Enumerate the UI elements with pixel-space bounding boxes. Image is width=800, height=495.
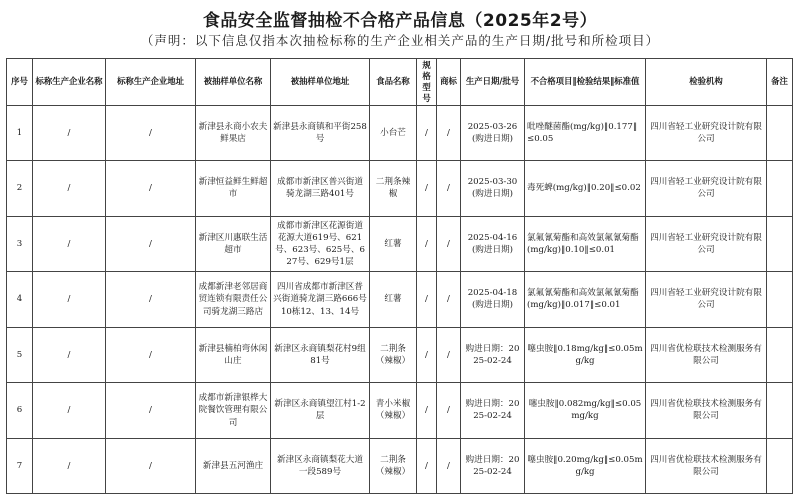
cell-sampled-unit: 新津恒益鲜生鲜超市 [196, 161, 271, 217]
page-title: 食品安全监督抽检不合格产品信息（2025年2号） [202, 11, 598, 31]
cell-producer-name: / [33, 105, 106, 161]
cell-index: 6 [7, 383, 33, 439]
cell-failed-item: 氯氟氰菊酯和高效氯氟氰菊酯(mg/kg)‖0.10‖≤0.01 [525, 216, 646, 272]
header-cell: 不合格项目‖检验结果‖标准值 [525, 59, 646, 106]
cell-agency: 四川省轻工业研究设计院有限公司 [646, 105, 767, 161]
cell-producer-address: / [106, 105, 196, 161]
cell-date: 购进日期：2025-02-24 [461, 327, 525, 383]
cell-spec: / [417, 438, 437, 494]
cell-sampled-unit: 成都新津老邻居商贸连锁有限责任公司骑龙湖三路店 [196, 272, 271, 328]
cell-failed-item: 噻虫胺‖0.18mg/kg‖≤0.05mg/kg [525, 327, 646, 383]
cell-producer-address: / [106, 383, 196, 439]
cell-sampled-unit: 新津县永商小农夫鲜果店 [196, 105, 271, 161]
cell-agency: 四川省轻工业研究设计院有限公司 [646, 272, 767, 328]
cell-remark [767, 272, 793, 328]
cell-remark [767, 327, 793, 383]
cell-food-name: 红薯 [370, 272, 417, 328]
table-row [7, 105, 793, 161]
table-row [7, 272, 793, 328]
cell-agency: 四川省优检联技术检测服务有限公司 [646, 438, 767, 494]
cell-date: 2025-03-30(购进日期) [461, 161, 525, 217]
cell-date: 2025-04-16(购进日期) [461, 216, 525, 272]
cell-spec: / [417, 216, 437, 272]
cell-index: 2 [7, 161, 33, 217]
header-cell: 备注 [767, 59, 793, 106]
cell-producer-address: / [106, 272, 196, 328]
header-cell: 生产日期/批号 [461, 59, 525, 106]
cell-remark [767, 105, 793, 161]
cell-sampled-unit: 新津县五河渔庄 [196, 438, 271, 494]
cell-agency: 四川省轻工业研究设计院有限公司 [646, 161, 767, 217]
table-row [7, 216, 793, 272]
table-row [7, 383, 793, 439]
cell-spec: / [417, 105, 437, 161]
cell-producer-address: / [106, 327, 196, 383]
cell-sampled-address: 成都市新津区普兴街道骑龙湖三路401号 [271, 161, 370, 217]
header-cell: 检验机构 [646, 59, 767, 106]
cell-producer-address: / [106, 216, 196, 272]
cell-index: 1 [7, 105, 33, 161]
cell-spec: / [417, 327, 437, 383]
cell-remark [767, 438, 793, 494]
cell-sampled-address: 新津区永商镇梨花村9组81号 [271, 327, 370, 383]
cell-failed-item: 毒死蜱(mg/kg)‖0.20‖≤0.02 [525, 161, 646, 217]
cell-food-name: 小台芒 [370, 105, 417, 161]
cell-brand: / [437, 216, 461, 272]
header-cell: 标称生产企业地址 [106, 59, 196, 106]
cell-producer-address: / [106, 438, 196, 494]
cell-food-name: 二荆条（辣椒） [370, 438, 417, 494]
cell-spec: / [417, 272, 437, 328]
cell-food-name: 红薯 [370, 216, 417, 272]
header-cell: 食品名称 [370, 59, 417, 106]
cell-failed-item: 噻虫胺‖0.082mg/kg‖≤0.05mg/kg [525, 383, 646, 439]
header-cell: 被抽样单位地址 [271, 59, 370, 106]
cell-producer-name: / [33, 327, 106, 383]
header-cell: 规格型号 [417, 59, 437, 106]
cell-sampled-address: 四川省成都市新津区普兴街道骑龙湖三路666号10栋12、13、14号 [271, 272, 370, 328]
cell-producer-name: / [33, 383, 106, 439]
cell-index: 5 [7, 327, 33, 383]
cell-date: 购进日期：2025-02-24 [461, 383, 525, 439]
cell-sampled-unit: 新津区川惠联生活超市 [196, 216, 271, 272]
cell-remark [767, 383, 793, 439]
cell-brand: / [437, 272, 461, 328]
cell-remark [767, 216, 793, 272]
cell-producer-name: / [33, 438, 106, 494]
header-cell: 标称生产企业名称 [33, 59, 106, 106]
header-cell: 商标 [437, 59, 461, 106]
cell-sampled-unit: 新津县楠柏弯休闲山庄 [196, 327, 271, 383]
cell-producer-name: / [33, 272, 106, 328]
cell-food-name: 青小米椒（辣椒） [370, 383, 417, 439]
cell-failed-item: 噻虫胺‖0.20mg/kg‖≤0.05mg/kg [525, 438, 646, 494]
cell-brand: / [437, 327, 461, 383]
cell-index: 3 [7, 216, 33, 272]
cell-date: 2025-03-26(购进日期) [461, 105, 525, 161]
cell-index: 7 [7, 438, 33, 494]
cell-food-name: 二荆条（辣椒） [370, 327, 417, 383]
cell-agency: 四川省轻工业研究设计院有限公司 [646, 216, 767, 272]
table-row [7, 327, 793, 383]
page-subtitle: （声明：以下信息仅指本次抽检标称的生产企业相关产品的生产日期/批号和所检项目） [140, 33, 660, 48]
cell-sampled-address: 新津区永商镇望江村1-2层 [271, 383, 370, 439]
cell-brand: / [437, 438, 461, 494]
table-header-row [7, 59, 793, 106]
header-cell: 被抽样单位名称 [196, 59, 271, 106]
cell-brand: / [437, 161, 461, 217]
cell-agency: 四川省优检联技术检测服务有限公司 [646, 383, 767, 439]
cell-spec: / [417, 383, 437, 439]
cell-sampled-unit: 成都市新津银桦大院餐饮管理有限公司 [196, 383, 271, 439]
cell-date: 2025-04-18(购进日期) [461, 272, 525, 328]
cell-sampled-address: 成都市新津区花源街道花源大道619号、621号、623号、625号、627号、629号1层 [271, 216, 370, 272]
cell-sampled-address: 新津区永商镇梨花大道一段589号 [271, 438, 370, 494]
cell-remark [767, 161, 793, 217]
cell-index: 4 [7, 272, 33, 328]
cell-date: 购进日期：2025-02-24 [461, 438, 525, 494]
cell-spec: / [417, 161, 437, 217]
inspection-table [6, 58, 793, 494]
cell-food-name: 二荆条辣椒 [370, 161, 417, 217]
cell-failed-item: 氯氟氰菊酯和高效氯氟氰菊酯(mg/kg)‖0.017‖≤0.01 [525, 272, 646, 328]
cell-brand: / [437, 383, 461, 439]
cell-agency: 四川省优检联技术检测服务有限公司 [646, 327, 767, 383]
cell-producer-name: / [33, 216, 106, 272]
cell-brand: / [437, 105, 461, 161]
cell-failed-item: 吡唑醚菌酯(mg/kg)‖0.177‖≤0.05 [525, 105, 646, 161]
cell-producer-name: / [33, 161, 106, 217]
table-row [7, 438, 793, 494]
header-cell: 序号 [7, 59, 33, 106]
cell-sampled-address: 新津县永商镇和平街258号 [271, 105, 370, 161]
table-row [7, 161, 793, 217]
cell-producer-address: / [106, 161, 196, 217]
